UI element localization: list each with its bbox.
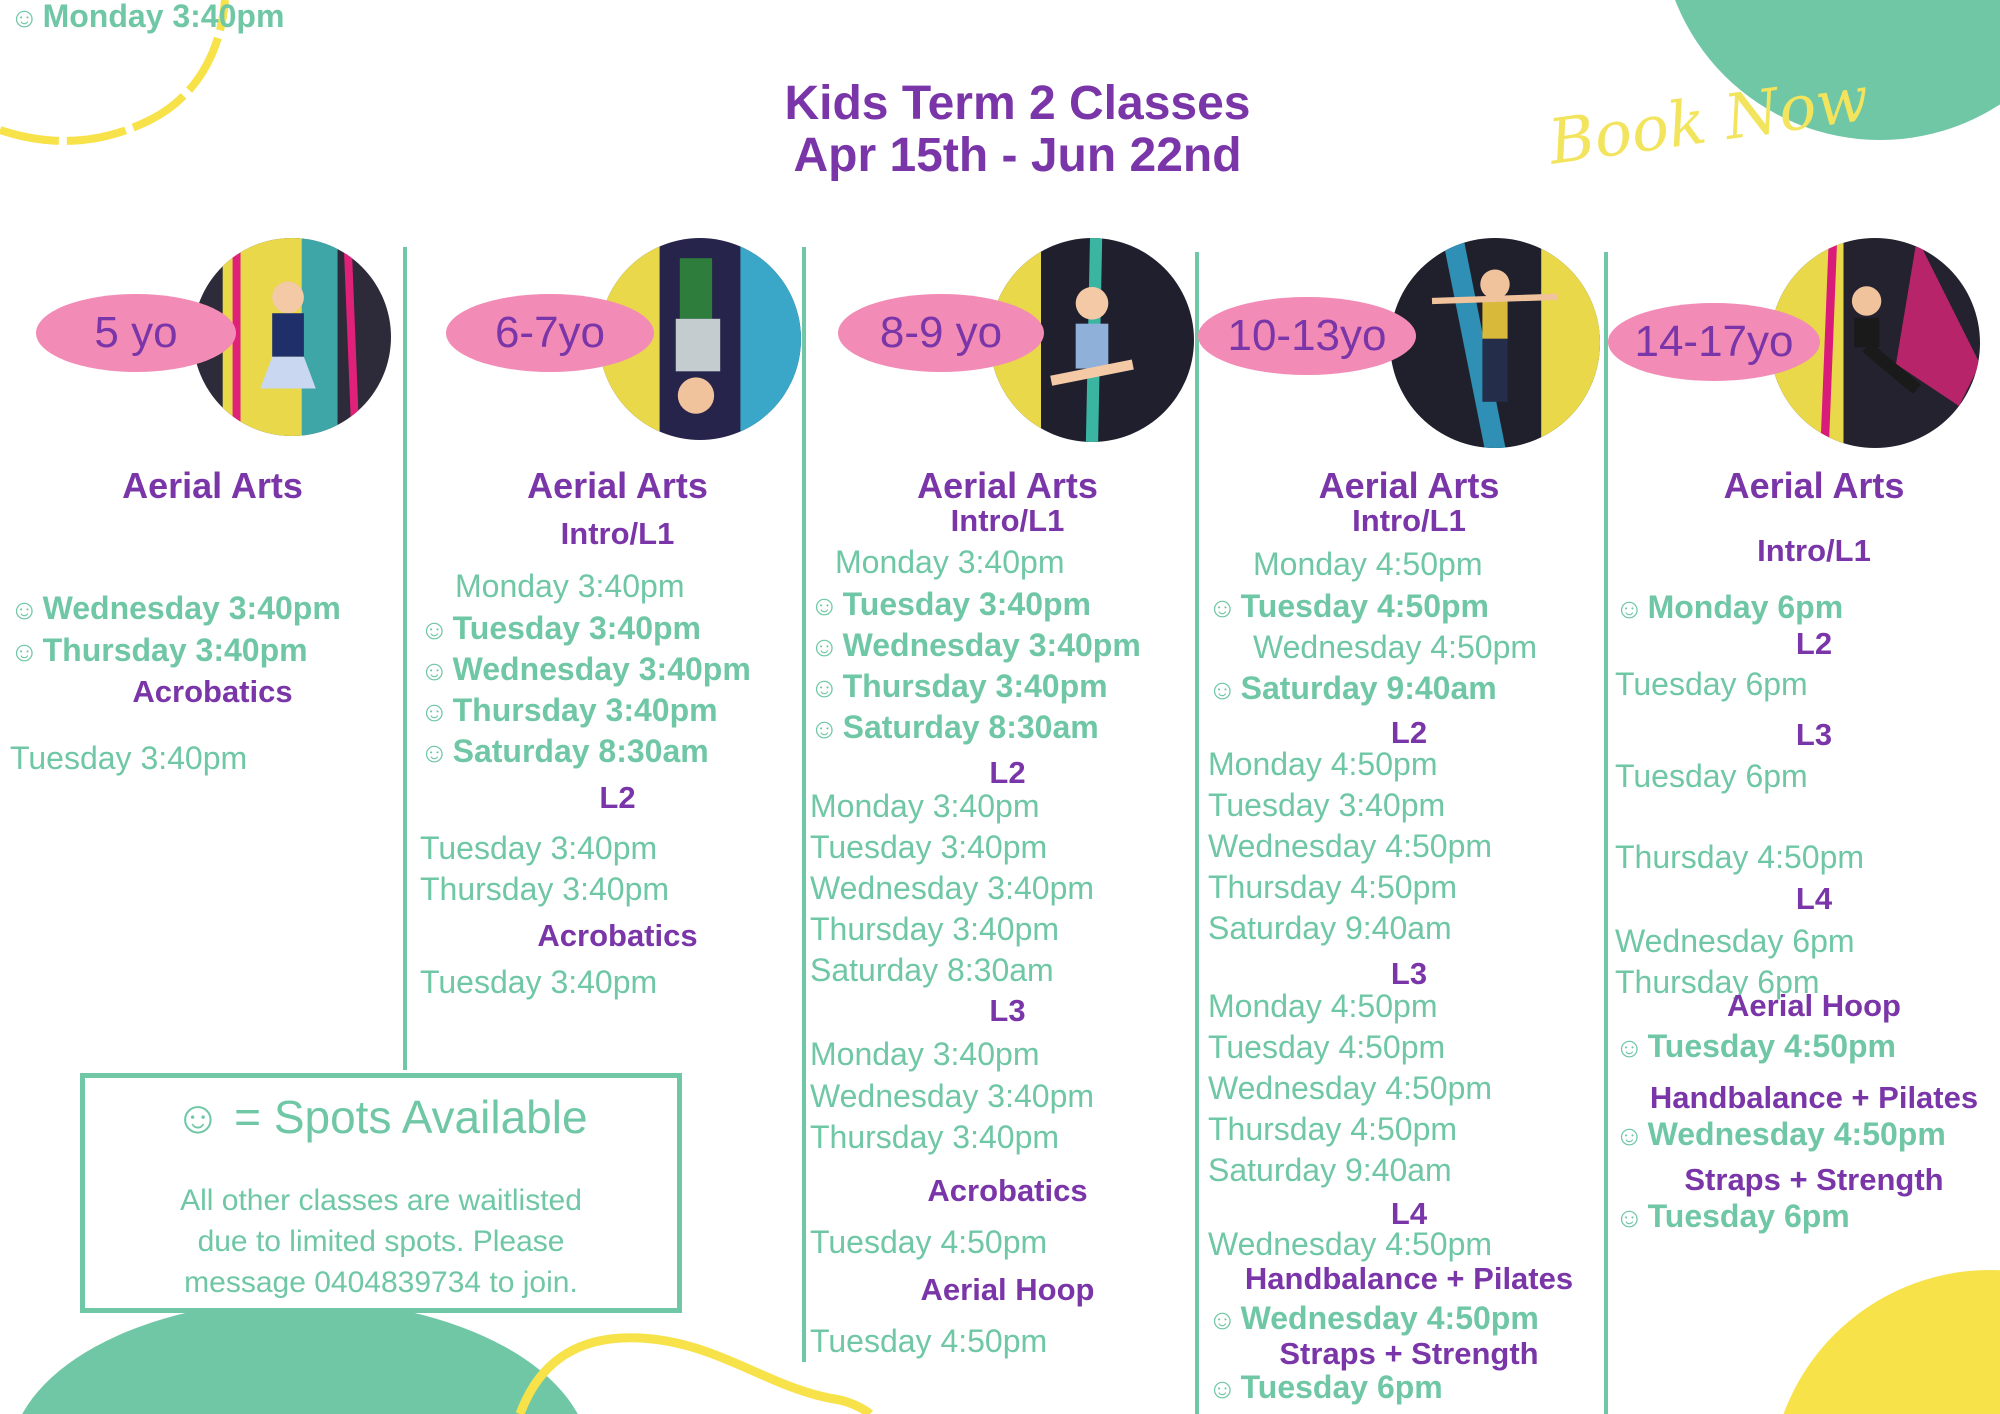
- book-now-link[interactable]: Book Now: [1544, 61, 1874, 179]
- class-time: [810, 790, 1039, 822]
- class-heading: Intro/L1: [950, 503, 1065, 538]
- class-time: [1208, 1228, 1492, 1260]
- class-time-label: Tuesday 4:50pm: [810, 1323, 1048, 1359]
- class-heading: Aerial Arts: [122, 465, 303, 506]
- class-time: [10, 634, 308, 666]
- class-time: [420, 612, 701, 644]
- class-time: [1208, 672, 1497, 704]
- class-time: [1615, 1200, 1850, 1232]
- class-heading: L4: [1795, 881, 1833, 916]
- class-photo: [1390, 238, 1600, 448]
- class-heading: L3: [989, 993, 1026, 1028]
- class-time: [455, 570, 684, 602]
- class-heading: Intro/L1: [1757, 533, 1871, 568]
- class-time: [835, 546, 1064, 578]
- legend-title: ☺ = Spots Available: [174, 1091, 588, 1143]
- spots-available-icon: ☺: [1615, 593, 1644, 624]
- class-heading: Aerial Arts: [1318, 465, 1500, 506]
- class-time: [1208, 590, 1489, 622]
- class-time-label: Tuesday 4:50pm: [1208, 1029, 1446, 1065]
- class-time-label: Tuesday 6pm: [1647, 1198, 1850, 1234]
- class-time: [1615, 591, 1843, 623]
- class-time: [420, 653, 751, 685]
- class-time-label: Saturday 8:30am: [810, 952, 1054, 988]
- class-time: [1253, 631, 1537, 663]
- class-heading: L3: [1795, 717, 1833, 752]
- class-time: [10, 742, 247, 774]
- class-heading: Intro/L1: [560, 516, 675, 551]
- class-heading: L2: [1390, 715, 1428, 750]
- class-heading: Handbalance + Pilates: [1244, 1261, 1574, 1296]
- class-time-label: Wednesday 3:40pm: [452, 651, 751, 687]
- legend-line: due to limited spots. Please: [197, 1225, 565, 1258]
- spots-available-icon: ☺: [420, 696, 449, 727]
- class-time-label: Tuesday 3:40pm: [10, 740, 248, 776]
- class-time: [1615, 1118, 1946, 1150]
- class-time-label: Wednesday 3:40pm: [42, 590, 341, 626]
- class-time: [810, 1121, 1059, 1153]
- class-heading: L4: [1390, 1196, 1428, 1231]
- class-time-label: Wednesday 3:40pm: [810, 870, 1095, 906]
- class-time-label: Monday 4:50pm: [1208, 988, 1438, 1024]
- class-time: [810, 588, 1091, 620]
- title-line-1: Kids Term 2 Classes: [784, 77, 1251, 130]
- class-time-label: Tuesday 3:40pm: [810, 829, 1048, 865]
- spots-available-icon: ☺: [1615, 1120, 1644, 1151]
- spots-available-icon: ☺: [810, 713, 839, 744]
- class-time-label: Tuesday 3:40pm: [420, 964, 658, 1000]
- age-badge: 5 yo: [36, 294, 236, 372]
- class-heading: L2: [989, 755, 1026, 790]
- class-time: [10, 592, 341, 624]
- spots-available-icon: ☺: [1208, 1304, 1237, 1335]
- class-time-label: Monday 3:40pm: [835, 544, 1065, 580]
- spots-available-icon: ☺: [810, 590, 839, 621]
- spots-available-icon: ☺: [420, 737, 449, 768]
- class-time-label: Thursday 3:40pm: [810, 911, 1060, 947]
- class-time-label: Thursday 6pm: [1615, 964, 1820, 1000]
- class-time-label: Wednesday 4:50pm: [1208, 1226, 1493, 1262]
- age-badge: 14-17yo: [1608, 303, 1820, 381]
- class-time-label: Monday 3:40pm: [42, 0, 285, 34]
- class-time-label: Thursday 3:40pm: [810, 1119, 1060, 1155]
- spots-available-icon: ☺: [10, 2, 39, 33]
- class-time-label: Tuesday 4:50pm: [810, 1224, 1048, 1260]
- spots-available-icon: ☺: [1615, 1032, 1644, 1063]
- class-time: [1615, 841, 1864, 873]
- class-time: [420, 832, 657, 864]
- spots-available-icon: ☺: [10, 594, 39, 625]
- class-time-label: Monday 4:50pm: [1208, 746, 1438, 782]
- class-time-label: Monday 6pm: [1647, 589, 1844, 625]
- class-time-label: Wednesday 4:50pm: [1647, 1116, 1946, 1152]
- class-time: [1208, 1371, 1443, 1403]
- class-time-label: Thursday 3:40pm: [842, 668, 1108, 704]
- class-time: [810, 913, 1059, 945]
- class-time-label: Wednesday 3:40pm: [810, 1078, 1095, 1114]
- class-time-label: Wednesday 6pm: [1615, 923, 1855, 959]
- class-time-label: Saturday 9:40am: [1208, 1152, 1452, 1188]
- class-heading: Straps + Strength: [1279, 1336, 1539, 1371]
- class-time-label: Saturday 8:30am: [842, 709, 1099, 745]
- class-time: [1253, 548, 1482, 580]
- class-time-label: Tuesday 4:50pm: [1647, 1028, 1896, 1064]
- class-time-label: Saturday 9:40am: [1208, 910, 1452, 946]
- class-time-label: Saturday 8:30am: [452, 733, 709, 769]
- spots-available-icon: ☺: [420, 655, 449, 686]
- class-time: [1208, 1031, 1445, 1063]
- class-heading: Aerial Arts: [527, 465, 708, 506]
- class-time: [1208, 830, 1492, 862]
- class-heading: Aerial Hoop: [920, 1272, 1095, 1307]
- class-time: [1208, 748, 1437, 780]
- class-time-label: Tuesday 3:40pm: [842, 586, 1091, 622]
- class-time-label: Tuesday 6pm: [1615, 666, 1808, 702]
- class-time: [10, 0, 284, 32]
- title-line-2: Apr 15th - Jun 22nd: [793, 129, 1242, 182]
- class-time-label: Thursday 4:50pm: [1615, 839, 1865, 875]
- class-time-label: Thursday 3:40pm: [420, 871, 670, 907]
- class-time-label: Monday 3:40pm: [455, 568, 685, 604]
- class-time: [1208, 789, 1445, 821]
- class-time: [1615, 1030, 1896, 1062]
- age-badge: 10-13yo: [1198, 297, 1416, 375]
- class-heading: Handbalance + Pilates: [1649, 1080, 1979, 1115]
- class-time: [1208, 912, 1452, 944]
- class-time-label: Thursday 4:50pm: [1208, 1111, 1458, 1147]
- class-time-label: Monday 3:40pm: [810, 1036, 1040, 1072]
- class-time: [810, 1038, 1039, 1070]
- class-time-label: Tuesday 4:50pm: [1240, 588, 1489, 624]
- class-time-label: Wednesday 4:50pm: [1253, 629, 1538, 665]
- spots-available-icon: ☺: [1208, 1373, 1237, 1404]
- class-time: [810, 872, 1094, 904]
- class-time: [810, 711, 1099, 743]
- spots-available-icon: ☺: [420, 614, 449, 645]
- class-heading: L3: [1390, 956, 1428, 991]
- age-badge: 8-9 yo: [838, 294, 1044, 372]
- class-heading: L2: [599, 780, 636, 815]
- spots-available-icon: ☺: [810, 631, 839, 662]
- class-time-label: Thursday 3:40pm: [42, 632, 308, 668]
- class-time-label: Thursday 3:40pm: [452, 692, 718, 728]
- class-time-label: Wednesday 4:50pm: [1240, 1300, 1539, 1336]
- class-time: [1208, 990, 1437, 1022]
- class-heading: Aerial Hoop: [1727, 988, 1901, 1023]
- class-time: [420, 873, 669, 905]
- class-time: [420, 694, 718, 726]
- class-time: [420, 966, 657, 998]
- class-heading: Acrobatics: [927, 1173, 1088, 1208]
- legend-body: [85, 1180, 677, 1303]
- class-time: [1208, 1072, 1492, 1104]
- class-time-label: Saturday 9:40am: [1240, 670, 1497, 706]
- yellow-blob-bottom-right: [1770, 1270, 2000, 1414]
- class-time-label: Tuesday 3:40pm: [452, 610, 701, 646]
- class-time-label: Wednesday 3:40pm: [842, 627, 1141, 663]
- class-time: [1615, 760, 1808, 792]
- class-time: [810, 1080, 1094, 1112]
- spots-available-icon: ☺: [10, 636, 39, 667]
- class-time-label: Wednesday 4:50pm: [1208, 1070, 1493, 1106]
- class-heading: Aerial Arts: [1723, 465, 1905, 506]
- class-time-label: Monday 4:50pm: [1253, 546, 1483, 582]
- class-time: [420, 735, 709, 767]
- class-time: [810, 831, 1047, 863]
- legend-box: [80, 1073, 682, 1313]
- class-time: [810, 629, 1141, 661]
- class-heading: Aerial Arts: [917, 465, 1098, 506]
- legend-line: message 0404839734 to join.: [184, 1266, 578, 1299]
- legend-line: All other classes are waitlisted: [180, 1184, 582, 1217]
- column-divider: [1604, 252, 1608, 1414]
- class-time: [1208, 1302, 1539, 1334]
- spots-available-icon: ☺: [1208, 592, 1237, 623]
- spots-available-icon: ☺: [1615, 1202, 1644, 1233]
- class-heading: Acrobatics: [537, 918, 698, 953]
- class-heading: L2: [1795, 626, 1833, 661]
- class-heading: Intro/L1: [1352, 503, 1466, 538]
- class-time-label: Wednesday 4:50pm: [1208, 828, 1493, 864]
- class-time-label: Tuesday 6pm: [1615, 758, 1808, 794]
- class-heading: Straps + Strength: [1684, 1162, 1944, 1197]
- column-divider: [1195, 252, 1199, 1414]
- spots-available-icon: ☺: [1208, 674, 1237, 705]
- class-time-label: Tuesday 6pm: [1240, 1369, 1443, 1405]
- class-time: [1208, 1113, 1457, 1145]
- class-time-label: Tuesday 3:40pm: [1208, 787, 1446, 823]
- age-badge: 6-7yo: [446, 294, 654, 372]
- class-time: [810, 1226, 1047, 1258]
- class-time: [1208, 871, 1457, 903]
- class-time-label: Thursday 4:50pm: [1208, 869, 1458, 905]
- class-time: [810, 954, 1054, 986]
- teal-blob-bottom-left: [10, 1300, 590, 1414]
- class-time: [810, 1325, 1047, 1357]
- spots-available-icon: ☺: [810, 672, 839, 703]
- class-heading: Acrobatics: [132, 674, 293, 709]
- class-time-label: Monday 3:40pm: [810, 788, 1040, 824]
- class-time-label: Tuesday 3:40pm: [420, 830, 658, 866]
- class-time: [1615, 668, 1808, 700]
- class-time: [810, 670, 1108, 702]
- class-time: [1615, 925, 1855, 957]
- class-time: [1208, 1154, 1452, 1186]
